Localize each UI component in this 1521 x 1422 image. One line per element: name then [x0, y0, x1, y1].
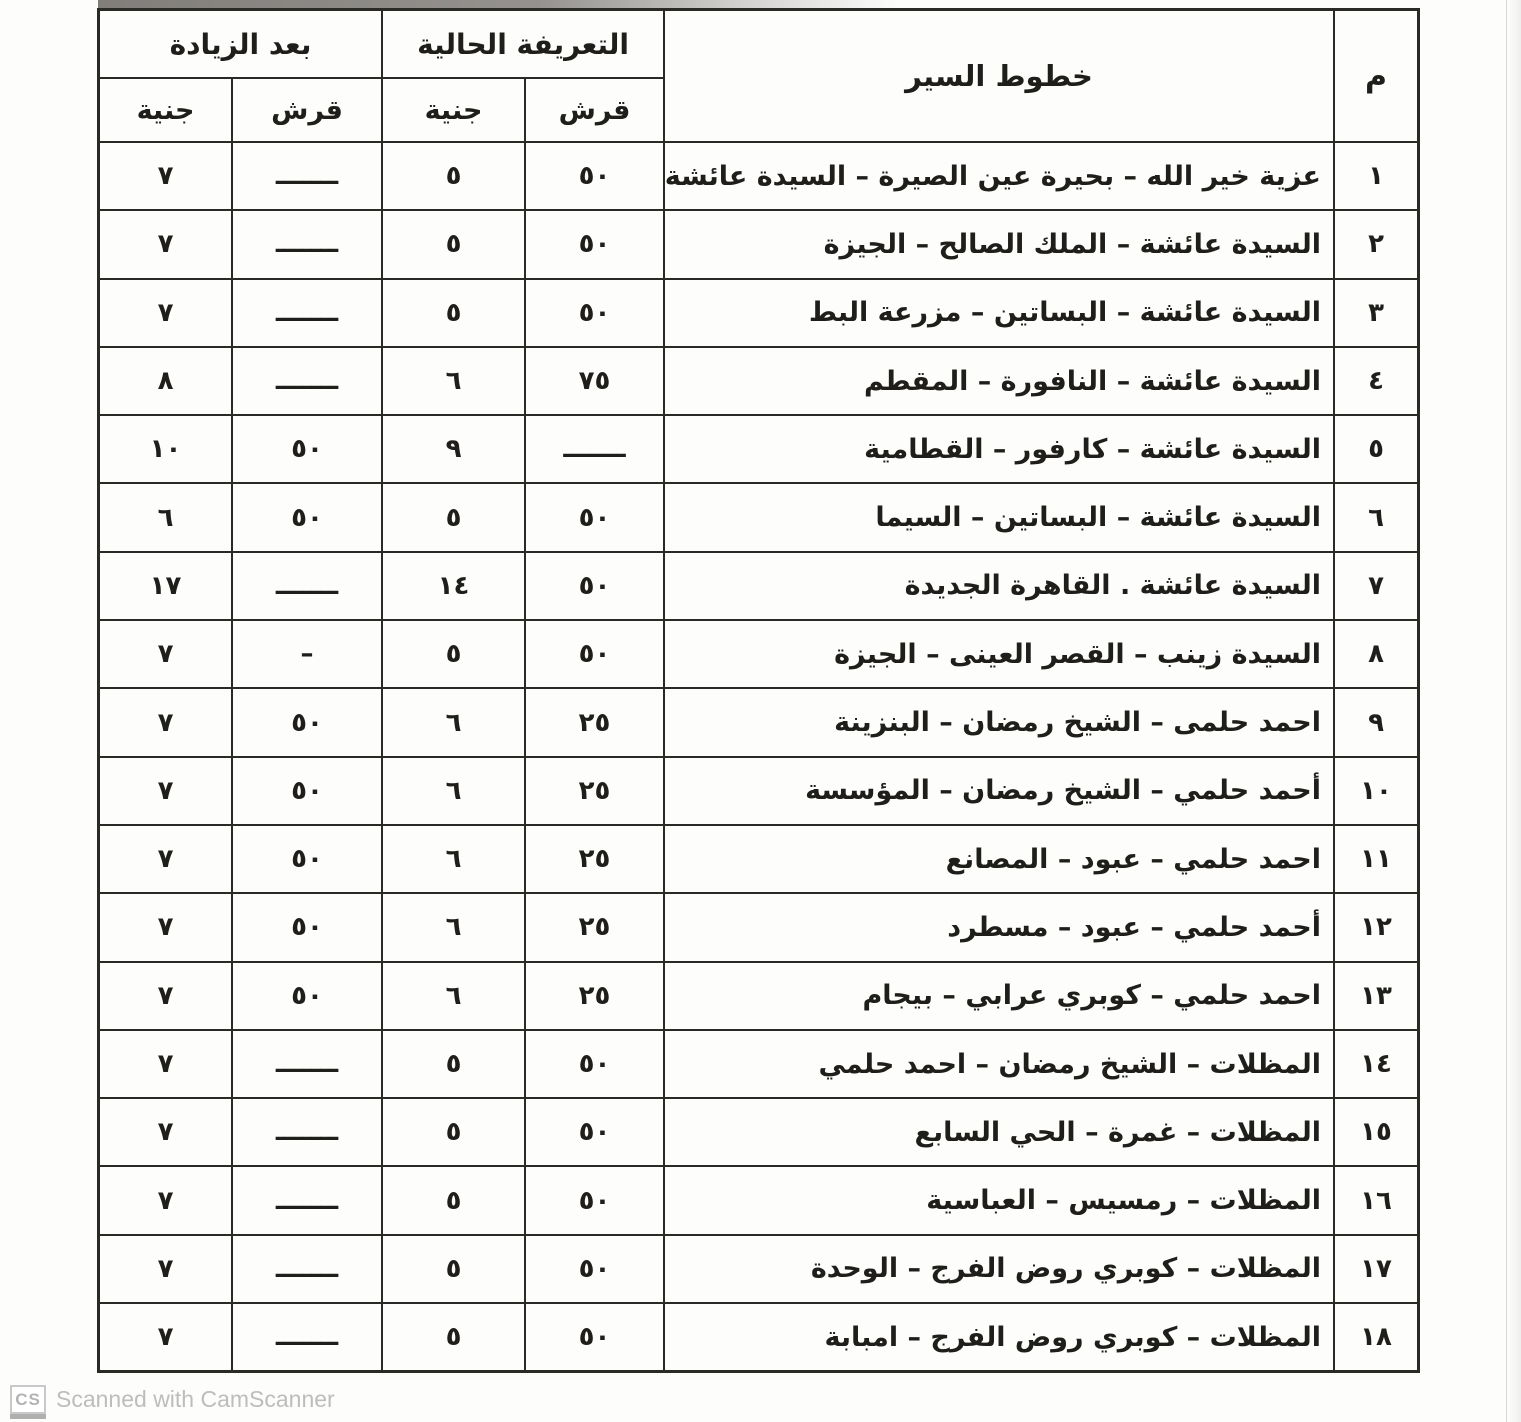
route-name-cell: أحمد حلمي – عبود – مسطرد — [665, 894, 1335, 960]
current-genih-cell: ٥ — [383, 1167, 526, 1233]
header-after-increase: بعد الزيادة — [100, 11, 383, 77]
route-name-cell: المظلات – كوبري روض الفرج – امبابة — [665, 1304, 1335, 1370]
increase-qirsh-cell: ٥٠ — [233, 758, 383, 824]
increase-qirsh-cell: ـــــــ — [233, 1304, 383, 1370]
route-number-cell: ١٨ — [1360, 1322, 1392, 1353]
table-row — [100, 1302, 1417, 1370]
current-qirsh-cell: ٥٠ — [526, 143, 665, 209]
camscanner-badge-icon: CS — [10, 1385, 46, 1414]
route-name-cell: احمد حلمى – الشيخ رمضان – البنزينة — [665, 689, 1335, 755]
table-row — [100, 1097, 1417, 1165]
table-row — [100, 756, 1417, 824]
table-header — [100, 11, 1417, 141]
increase-qirsh-cell: ـــــــ — [233, 143, 383, 209]
increase-qirsh-cell: ٥٠ — [233, 826, 383, 892]
route-number-cell: ١١ — [1360, 844, 1392, 875]
current-genih-cell: ٥ — [383, 1304, 526, 1370]
increase-genih-cell: ١٧ — [100, 553, 233, 619]
route-name-cell: السيدة عائشة – البساتين – السيما — [665, 484, 1335, 550]
increase-genih-cell: ٧ — [100, 621, 233, 687]
watermark-text: Scanned with CamScanner — [56, 1386, 335, 1412]
increase-genih-cell: ٧ — [100, 1236, 233, 1302]
current-genih-cell: ٦ — [383, 963, 526, 1029]
route-number-cell: ٨ — [1368, 639, 1384, 670]
increase-genih-cell: ٦ — [100, 484, 233, 550]
fare-table — [97, 8, 1420, 1373]
route-name-cell: احمد حلمي – كوبري عرابي – بيجام — [665, 963, 1335, 1029]
increase-qirsh-cell: ـــــــ — [233, 1236, 383, 1302]
route-name-cell: السيدة عائشة – النافورة – المقطم — [665, 348, 1335, 414]
current-qirsh-cell: ٥٠ — [526, 1099, 665, 1165]
current-qirsh-cell: ٥٠ — [526, 280, 665, 346]
increase-genih-cell: ٧ — [100, 963, 233, 1029]
increase-qirsh-cell: ٥٠ — [233, 484, 383, 550]
current-genih-cell: ٦ — [383, 689, 526, 755]
table-row — [100, 1234, 1417, 1302]
route-number-cell: ١٣ — [1360, 980, 1392, 1011]
increase-genih-cell: ٧ — [100, 1304, 233, 1370]
current-qirsh-cell: ٥٠ — [526, 621, 665, 687]
current-qirsh-cell: ٢٥ — [526, 963, 665, 1029]
increase-qirsh-cell: ـــــــ — [233, 280, 383, 346]
current-qirsh-cell: ٢٥ — [526, 826, 665, 892]
increase-qirsh-cell: ٥٠ — [233, 416, 383, 482]
route-name-cell: أحمد حلمي – الشيخ رمضان – المؤسسة — [665, 758, 1335, 824]
table-row — [100, 209, 1417, 277]
increase-genih-cell: ٧ — [100, 894, 233, 960]
current-qirsh-cell: ٥٠ — [526, 1167, 665, 1233]
current-qirsh-cell: ٧٥ — [526, 348, 665, 414]
current-genih-cell: ١٤ — [383, 553, 526, 619]
route-name-cell: احمد حلمي – عبود – المصانع — [665, 826, 1335, 892]
table-row — [100, 414, 1417, 482]
current-genih-cell: ٥ — [383, 211, 526, 277]
table-row — [100, 141, 1417, 209]
increase-genih-cell: ٧ — [100, 280, 233, 346]
route-name-cell: المظلات – كوبري روض الفرج – الوحدة — [665, 1236, 1335, 1302]
route-number-cell: ١٥ — [1360, 1117, 1392, 1148]
route-name-cell: المظلات – رمسيس – العباسية — [665, 1167, 1335, 1233]
header-serial: م — [1365, 58, 1387, 94]
increase-genih-cell: ٧ — [100, 143, 233, 209]
table-row — [100, 961, 1417, 1029]
table-row — [100, 482, 1417, 550]
route-name-cell: السيدة عائشة – البساتين – مزرعة البط — [665, 280, 1335, 346]
route-name-cell: السيدة عائشة – كارفور – القطامية — [665, 416, 1335, 482]
increase-qirsh-cell: ٥٠ — [233, 689, 383, 755]
current-genih-cell: ٥ — [383, 621, 526, 687]
table-body — [100, 141, 1417, 1370]
increase-genih-cell: ٧ — [100, 758, 233, 824]
route-name-cell: المظلات – الشيخ رمضان – احمد حلمي — [665, 1031, 1335, 1097]
route-number-cell: ١٦ — [1360, 1185, 1392, 1216]
route-name-cell: عزية خير الله – بحيرة عين الصيرة – السيدة عائشة — [665, 143, 1335, 209]
current-qirsh-cell: ٥٠ — [526, 1304, 665, 1370]
header-routes: خطوط السير — [665, 11, 1335, 141]
route-number-cell: ٥ — [1368, 434, 1384, 465]
current-qirsh-cell: ٥٠ — [526, 484, 665, 550]
table-row — [100, 892, 1417, 960]
route-number-cell: ٧ — [1368, 570, 1384, 601]
increase-genih-cell: ٧ — [100, 1099, 233, 1165]
route-number-cell: ١ — [1368, 161, 1384, 192]
route-name-cell: السيدة عائشة – الملك الصالح – الجيزة — [665, 211, 1335, 277]
current-qirsh-cell: ٥٠ — [526, 1236, 665, 1302]
table-row — [100, 687, 1417, 755]
current-genih-cell: ٥ — [383, 1236, 526, 1302]
route-number-cell: ١٢ — [1360, 912, 1392, 943]
current-genih-cell: ٩ — [383, 416, 526, 482]
current-qirsh-cell: ـــــــ — [526, 416, 665, 482]
route-number-cell: ٩ — [1368, 707, 1384, 738]
current-genih-cell: ٥ — [383, 484, 526, 550]
route-number-cell: ١٠ — [1360, 775, 1392, 806]
current-genih-cell: ٥ — [383, 1031, 526, 1097]
current-genih-cell: ٦ — [383, 894, 526, 960]
current-qirsh-cell: ٢٥ — [526, 689, 665, 755]
increase-genih-cell: ٧ — [100, 689, 233, 755]
table-row — [100, 1029, 1417, 1097]
current-qirsh-cell: ٥٠ — [526, 211, 665, 277]
increase-genih-cell: ٧ — [100, 211, 233, 277]
route-number-cell: ٣ — [1368, 297, 1384, 328]
header-increase-genih: جنية — [100, 77, 233, 141]
header-current-genih: جنية — [383, 77, 526, 141]
header-current-tariff: التعريفة الحالية — [383, 11, 665, 77]
route-number-cell: ٤ — [1368, 366, 1384, 397]
table-row — [100, 1165, 1417, 1233]
paper-edge — [1506, 0, 1521, 1422]
current-qirsh-cell: ٥٠ — [526, 553, 665, 619]
route-name-cell: السيدة عائشة . القاهرة الجديدة — [665, 553, 1335, 619]
table-row — [100, 824, 1417, 892]
increase-qirsh-cell: ـــــــ — [233, 1167, 383, 1233]
increase-genih-cell: ٧ — [100, 1167, 233, 1233]
header-current-qirsh: قرش — [526, 77, 665, 141]
increase-qirsh-cell: ٥٠ — [233, 963, 383, 1029]
increase-qirsh-cell: – — [233, 621, 383, 687]
current-genih-cell: ٥ — [383, 143, 526, 209]
route-number-cell: ٢ — [1368, 229, 1384, 260]
increase-genih-cell: ٧ — [100, 826, 233, 892]
camscanner-watermark — [10, 1385, 335, 1414]
table-row — [100, 551, 1417, 619]
route-name-cell: المظلات – غمرة – الحي السابع — [665, 1099, 1335, 1165]
table-row — [100, 619, 1417, 687]
route-number-cell: ١٤ — [1360, 1049, 1392, 1079]
route-number-cell: ١٧ — [1360, 1253, 1392, 1284]
current-qirsh-cell: ٥٠ — [526, 1031, 665, 1097]
current-genih-cell: ٥ — [383, 1099, 526, 1165]
increase-genih-cell: ٧ — [100, 1031, 233, 1097]
table-row — [100, 278, 1417, 346]
current-genih-cell: ٦ — [383, 826, 526, 892]
increase-qirsh-cell: ـــــــ — [233, 553, 383, 619]
route-number-cell: ٦ — [1368, 502, 1384, 533]
table-row — [100, 346, 1417, 414]
increase-qirsh-cell: ٥٠ — [233, 894, 383, 960]
increase-qirsh-cell: ـــــــ — [233, 1099, 383, 1165]
current-genih-cell: ٦ — [383, 758, 526, 824]
current-qirsh-cell: ٢٥ — [526, 894, 665, 960]
increase-genih-cell: ٨ — [100, 348, 233, 414]
current-genih-cell: ٥ — [383, 280, 526, 346]
route-name-cell: السيدة زينب – القصر العينى – الجيزة — [665, 621, 1335, 687]
header-increase-qirsh: قرش — [233, 77, 383, 141]
increase-genih-cell: ١٠ — [100, 416, 233, 482]
increase-qirsh-cell: ـــــــ — [233, 1031, 383, 1097]
current-qirsh-cell: ٢٥ — [526, 758, 665, 824]
increase-qirsh-cell: ـــــــ — [233, 348, 383, 414]
current-genih-cell: ٦ — [383, 348, 526, 414]
increase-qirsh-cell: ـــــــ — [233, 211, 383, 277]
